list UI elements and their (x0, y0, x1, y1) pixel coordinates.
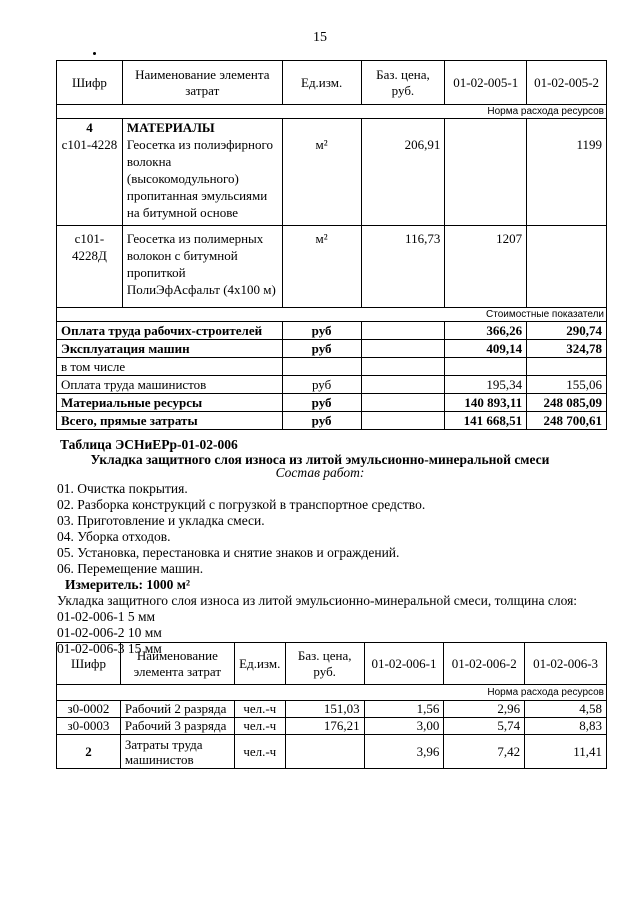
total-row (57, 735, 607, 769)
table-row (57, 701, 607, 718)
table-cell (361, 412, 445, 430)
variant-item: 01-02-006-1 5 мм (57, 609, 156, 624)
composition-heading: Состав работ: (275, 465, 365, 480)
list-item: 06. Перемещение машин. (57, 561, 204, 576)
total-value-2: 7,42 (444, 735, 525, 769)
table-cell (445, 358, 527, 376)
col-price-header: Баз. цена, руб. (361, 61, 445, 105)
table-cell (57, 119, 123, 226)
cost-row (57, 322, 607, 340)
table1-header-row (57, 61, 607, 105)
col-name-header: Наименование элемента затрат (120, 643, 234, 685)
cost-value-1: 195,34 (445, 376, 527, 394)
cost-value-1: 366,26 (445, 322, 527, 340)
cost-name: Всего, прямые затраты (57, 412, 283, 430)
list-item: 05. Установка, перестановка и снятие знаков и ограждений. (57, 545, 400, 560)
cost-row (57, 394, 607, 412)
cost-unit: руб (282, 340, 361, 358)
item-price: 206,91 (361, 119, 445, 226)
item-value-2: 1199 (527, 119, 607, 226)
total-unit: чел.-ч (234, 735, 285, 769)
dot-mark (93, 52, 96, 55)
col-name-header: Наименование элемента затрат (122, 61, 282, 105)
table-title: Таблица ЭСНиЕРр-01-02-006 (60, 437, 238, 452)
norm-row (57, 105, 607, 119)
col-v1-header: 01-02-005-1 (445, 61, 527, 105)
cost-unit: руб (282, 322, 361, 340)
cost-name: Оплата труда рабочих-строителей (57, 322, 283, 340)
table-cell (122, 119, 282, 226)
col-price-header: Баз. цена, руб. (285, 643, 364, 685)
cost-row (57, 376, 607, 394)
item-unit: м² (282, 226, 361, 308)
cost-value-2: 248 700,61 (527, 412, 607, 430)
row-price: 151,03 (285, 701, 364, 718)
list-item: 02. Разборка конструкций с погрузкой в транспортное средство. (57, 497, 426, 512)
cost-value-1: 409,14 (445, 340, 527, 358)
row-value-3: 4,58 (525, 701, 607, 718)
cost-name: Оплата труда машинистов (57, 376, 283, 394)
cost-value-1: 140 893,11 (445, 394, 527, 412)
row-value-2: 5,74 (444, 718, 525, 735)
table-cell (527, 358, 607, 376)
material-row (57, 226, 607, 308)
item-name: Геосетка из полиэфирного волокна (высокомодульного) пропитанная эмульсиями на битумной основе (126, 137, 273, 220)
cost-unit (282, 358, 361, 376)
section-title: МАТЕРИАЛЫ (126, 120, 215, 135)
row-code: з0-0003 (57, 718, 121, 735)
norm-row (57, 685, 607, 701)
list-item: 03. Приготовление и укладка смеси. (57, 513, 265, 528)
cost-value-2: 248 085,09 (527, 394, 607, 412)
cost-name: в том числе (57, 358, 283, 376)
resource-table-1 (56, 60, 607, 430)
row-name: Рабочий 2 разряда (120, 701, 234, 718)
cost-value-2: 155,06 (527, 376, 607, 394)
cost-row (57, 340, 607, 358)
row-name: Рабочий 3 разряда (120, 718, 234, 735)
cost-row (57, 412, 607, 430)
cost-label-row (57, 308, 607, 322)
col-v1-header: 01-02-006-1 (364, 643, 444, 685)
material-row (57, 119, 607, 226)
col-code-header: Шифр (57, 61, 123, 105)
total-name: Затраты труда машинистов (120, 735, 234, 769)
list-item: 04. Уборка отходов. (57, 529, 171, 544)
table-subtitle: Укладка защитного слоя износа из литой эмульсионно-минеральной смеси (90, 452, 550, 467)
table-cell (361, 394, 445, 412)
section-number: 4 (86, 120, 93, 135)
cost-name: Материальные ресурсы (57, 394, 283, 412)
page-number: 15 (313, 30, 327, 45)
col-unit-header: Ед.изм. (234, 643, 285, 685)
item-unit: м² (282, 119, 361, 226)
item-code: с101-4228Д (57, 226, 123, 308)
cost-unit: руб (282, 376, 361, 394)
row-price: 176,21 (285, 718, 364, 735)
cost-value-2: 290,74 (527, 322, 607, 340)
cost-unit: руб (282, 412, 361, 430)
variant-item: 01-02-006-2 10 мм (57, 625, 162, 640)
total-value-3: 11,41 (525, 735, 607, 769)
row-value-2: 2,96 (444, 701, 525, 718)
item-price: 116,73 (361, 226, 445, 308)
cost-label: Стоимостные показатели (57, 308, 607, 322)
resource-table-2 (56, 642, 607, 769)
table2-header-row (57, 643, 607, 685)
works-list (57, 481, 577, 657)
item-name: Геосетка из полимерных волокон с битумной пропиткой ПолиЭфАсфальт (4х100 м) (122, 226, 282, 308)
table-cell (361, 376, 445, 394)
item-value-2 (527, 226, 607, 308)
row-unit: чел.-ч (234, 701, 285, 718)
table-cell (361, 322, 445, 340)
col-code-header: Шифр (57, 643, 121, 685)
table-cell (361, 358, 445, 376)
row-unit: чел.-ч (234, 718, 285, 735)
meter-label: Измеритель: 1000 м² (65, 577, 191, 592)
total-code: 2 (57, 735, 121, 769)
norm-label: Норма расхода ресурсов (57, 105, 607, 119)
cost-unit: руб (282, 394, 361, 412)
table-row (57, 718, 607, 735)
cost-value-1: 141 668,51 (445, 412, 527, 430)
item-value-1: 1207 (445, 226, 527, 308)
row-code: з0-0002 (57, 701, 121, 718)
table-cell (361, 340, 445, 358)
item-code: с101-4228 (61, 137, 118, 152)
col-unit-header: Ед.изм. (282, 61, 361, 105)
row-value-1: 3,00 (364, 718, 444, 735)
list-item: 01. Очистка покрытия. (57, 481, 188, 496)
row-value-1: 1,56 (364, 701, 444, 718)
row-value-3: 8,83 (525, 718, 607, 735)
cost-row (57, 358, 607, 376)
cost-value-2: 324,78 (527, 340, 607, 358)
variant-item: 01-02-006-3 15 мм (57, 641, 162, 656)
total-value-1: 3,96 (364, 735, 444, 769)
description: Укладка защитного слоя износа из литой эмульсионно-минеральной смеси, толщина слоя: (57, 593, 578, 608)
col-v2-header: 01-02-006-2 (444, 643, 525, 685)
item-value-1 (445, 119, 527, 226)
cost-name: Эксплуатация машин (57, 340, 283, 358)
col-v3-header: 01-02-006-3 (525, 643, 607, 685)
col-v2-header: 01-02-005-2 (527, 61, 607, 105)
total-price (285, 735, 364, 769)
norm-label: Норма расхода ресурсов (57, 685, 607, 701)
